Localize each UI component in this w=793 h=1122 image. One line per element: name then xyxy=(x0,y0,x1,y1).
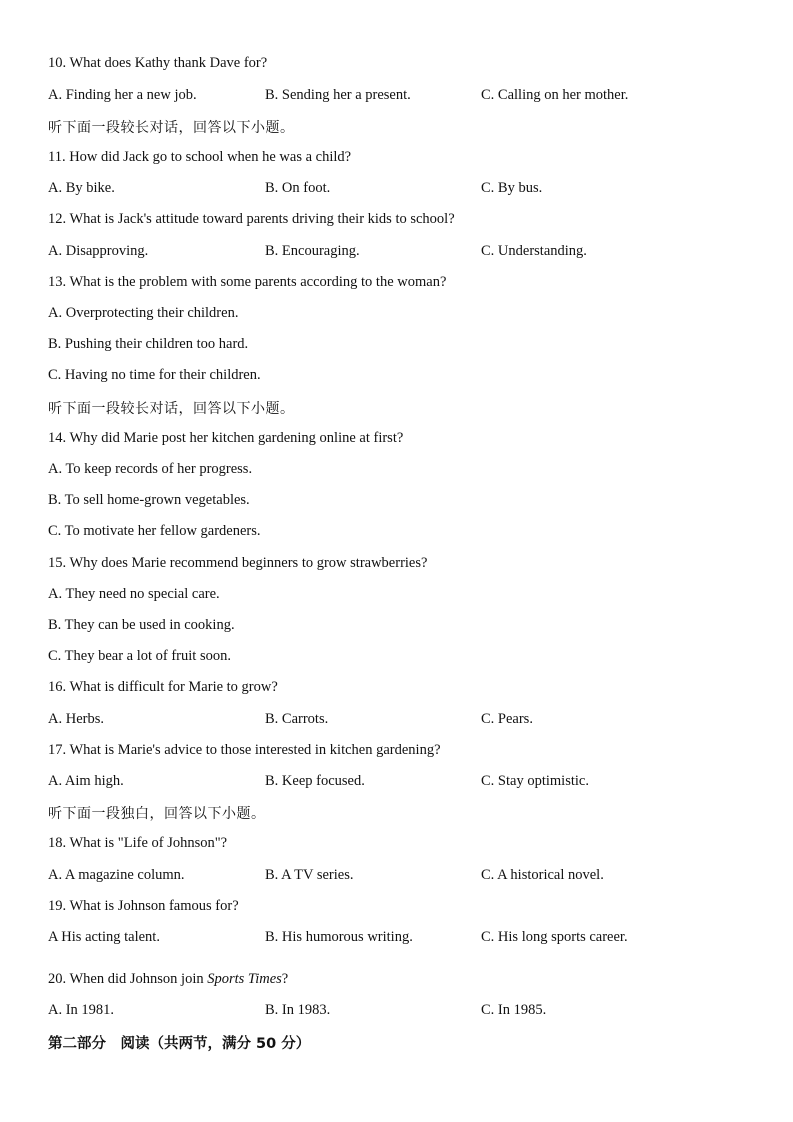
question-13: 13. What is the problem with some parents according to the woman? xyxy=(48,274,447,290)
q11-option-b: B. On foot. xyxy=(265,180,331,196)
q15-option-a: A. They need no special care. xyxy=(48,586,220,602)
q16-option-b: B. Carrots. xyxy=(265,711,329,727)
q19-option-a: A His acting talent. xyxy=(48,929,160,945)
q15-option-c: C. They bear a lot of fruit soon. xyxy=(48,648,231,664)
question-19: 19. What is Johnson famous for? xyxy=(48,898,239,914)
q16-option-c: C. Pears. xyxy=(481,711,533,727)
question-10: 10. What does Kathy thank Dave for? xyxy=(48,55,268,71)
q12-option-a: A. Disapproving. xyxy=(48,243,149,259)
instruction-3: 听下面一段独白，回答以下小题。 xyxy=(48,806,266,822)
question-16: 16. What is difficult for Marie to grow? xyxy=(48,679,278,695)
q14-option-b: B. To sell home-grown vegetables. xyxy=(48,492,250,508)
q18-option-b: B. A TV series. xyxy=(265,867,354,883)
q13-option-b: B. Pushing their children too hard. xyxy=(48,336,249,352)
instruction-1: 听下面一段较长对话，回答以下小题。 xyxy=(48,120,295,136)
q17-option-a: A. Aim high. xyxy=(48,773,124,789)
q17-option-c: C. Stay optimistic. xyxy=(481,773,589,789)
question-11: 11. How did Jack go to school when he was a child? xyxy=(48,149,352,165)
question-20 xyxy=(48,971,288,988)
q11-option-a: A. By bike. xyxy=(48,180,115,196)
q16-option-a: A. Herbs. xyxy=(48,711,104,727)
q14-option-c: C. To motivate her fellow gardeners. xyxy=(48,523,261,539)
q13-option-a: A. Overprotecting their children. xyxy=(48,305,239,321)
q14-option-a: A. To keep records of her progress. xyxy=(48,461,253,477)
q20-option-b: B. In 1983. xyxy=(265,1002,331,1018)
question-15: 15. Why does Marie recommend beginners to grow strawberries? xyxy=(48,555,428,571)
q20-option-c: C. In 1985. xyxy=(481,1002,547,1018)
q18-option-a: A. A magazine column. xyxy=(48,867,185,883)
q12-option-c: C. Understanding. xyxy=(481,243,587,259)
q19-option-b: B. His humorous writing. xyxy=(265,929,413,945)
section-2-heading: 第二部分 阅读（共两节，满分 50 分） xyxy=(48,1036,311,1052)
question-18: 18. What is "Life of Johnson"? xyxy=(48,835,228,851)
q11-option-c: C. By bus. xyxy=(481,180,543,196)
q20-title: Sports Times xyxy=(207,971,282,987)
q12-option-b: B. Encouraging. xyxy=(265,243,360,259)
q19-option-c: C. His long sports career. xyxy=(481,929,628,945)
q10-option-b: B. Sending her a present. xyxy=(265,87,411,103)
q10-option-a: A. Finding her a new job. xyxy=(48,87,197,103)
instruction-2: 听下面一段较长对话，回答以下小题。 xyxy=(48,401,295,417)
q10-option-c: C. Calling on her mother. xyxy=(481,87,629,103)
q20-option-a: A. In 1981. xyxy=(48,1002,115,1018)
q17-option-b: B. Keep focused. xyxy=(265,773,365,789)
question-17: 17. What is Marie's advice to those interested in kitchen gardening? xyxy=(48,742,441,758)
q20-suffix: ? xyxy=(281,971,289,987)
q18-option-c: C. A historical novel. xyxy=(481,867,604,883)
question-14: 14. Why did Marie post her kitchen gardening online at first? xyxy=(48,430,404,446)
q13-option-c: C. Having no time for their children. xyxy=(48,367,261,383)
question-12: 12. What is Jack's attitude toward parents driving their kids to school? xyxy=(48,211,455,227)
q20-prefix: 20. When did Johnson join xyxy=(48,971,208,987)
q15-option-b: B. They can be used in cooking. xyxy=(48,617,235,633)
